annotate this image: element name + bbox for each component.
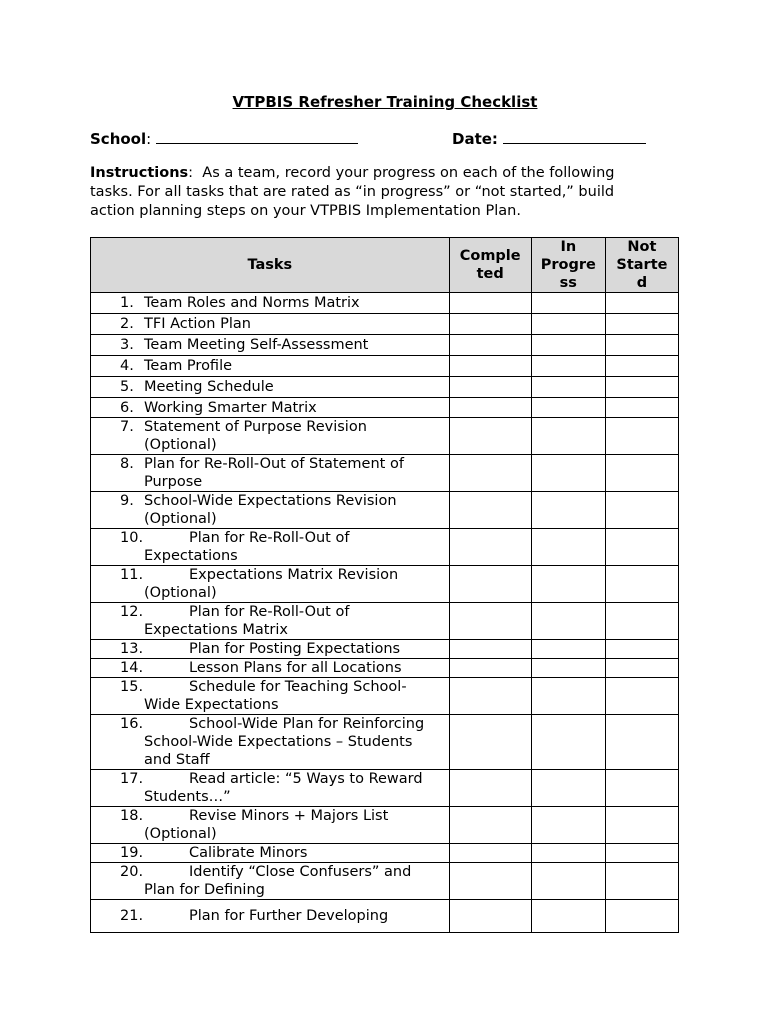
not-started-checkbox-cell[interactable] — [605, 335, 678, 356]
task-number: 1. — [120, 295, 134, 311]
table-row — [91, 603, 679, 640]
in-progress-checkbox-cell[interactable] — [531, 566, 605, 603]
completed-checkbox-cell[interactable] — [449, 770, 531, 807]
instructions: Instructions: As a team, record your progress on each of the following tasks. For all tasks that are rated as “in progress” or “not started,” build action planning steps on your VTPBIS Implementation Plan. — [90, 165, 615, 219]
task-label: Plan for Re-Roll-Out of — [189, 604, 350, 620]
task-label: Schedule for Teaching School- — [189, 679, 407, 695]
task-cell — [91, 529, 450, 566]
task-cell — [91, 314, 450, 335]
task-label: Plan for Further Developing — [189, 908, 389, 924]
table-row — [91, 356, 679, 377]
completed-checkbox-cell[interactable] — [449, 356, 531, 377]
task-label: TFI Action Plan — [144, 316, 251, 332]
completed-checkbox-cell[interactable] — [449, 566, 531, 603]
task-label: Read article: “5 Ways to Reward — [189, 771, 423, 787]
task-number: 13. — [120, 641, 144, 657]
task-label: School-Wide Plan for Reinforcing — [189, 716, 425, 732]
task-label-cont: Students…” — [144, 789, 231, 805]
task-number: 19. — [120, 845, 144, 861]
task-label: Lesson Plans for all Locations — [189, 660, 402, 676]
not-started-checkbox-cell[interactable] — [605, 603, 678, 640]
task-number: 2. — [120, 316, 134, 332]
task-number: 11. — [120, 567, 144, 583]
date-blank[interactable] — [503, 129, 646, 144]
instructions-text: As a team, record your progress on each of the following tasks. For all tasks that are rated as “in progress” or “not started,” build action planning steps on your VTPBIS Implementation Plan. — [90, 165, 615, 219]
task-label-cont: (Optional) — [144, 585, 217, 601]
in-progress-checkbox-cell[interactable] — [531, 900, 605, 933]
task-label: Plan for Re-Roll-Out of — [189, 530, 350, 546]
task-label-cont: (Optional) — [144, 511, 217, 527]
task-number: 18. — [120, 808, 144, 824]
task-number: 10. — [120, 530, 144, 546]
table-row — [91, 678, 679, 715]
completed-checkbox-cell[interactable] — [449, 335, 531, 356]
completed-checkbox-cell[interactable] — [449, 678, 531, 715]
task-number: 15. — [120, 679, 144, 695]
task-cell — [91, 678, 450, 715]
in-progress-checkbox-cell[interactable] — [531, 807, 605, 844]
task-label-cont: (Optional) — [144, 826, 217, 842]
in-progress-checkbox-cell[interactable] — [531, 715, 605, 770]
in-progress-checkbox-cell[interactable] — [531, 356, 605, 377]
task-number: 5. — [120, 379, 134, 395]
in-progress-checkbox-cell[interactable] — [531, 418, 605, 455]
table-row — [91, 715, 679, 770]
table-row — [91, 900, 679, 933]
task-label-cont: Purpose — [144, 474, 203, 490]
not-started-checkbox-cell[interactable] — [605, 640, 678, 659]
task-number: 6. — [120, 399, 134, 416]
task-label: Working Smarter Matrix — [144, 399, 317, 416]
in-progress-checkbox-cell[interactable] — [531, 398, 605, 418]
in-progress-checkbox-cell[interactable] — [531, 863, 605, 900]
task-label-cont: Expectations — [144, 548, 238, 564]
task-label-cont: (Optional) — [144, 437, 217, 453]
table-row — [91, 770, 679, 807]
completed-checkbox-cell[interactable] — [449, 900, 531, 933]
task-number: 20. — [120, 864, 144, 880]
task-number: 21. — [120, 908, 144, 924]
school-field: School: — [90, 129, 358, 148]
table-row — [91, 455, 679, 492]
task-label-cont: School-Wide Expectations – Students — [144, 734, 413, 750]
not-started-checkbox-cell[interactable] — [605, 356, 678, 377]
table-row — [91, 377, 679, 398]
in-progress-checkbox-cell[interactable] — [531, 529, 605, 566]
completed-checkbox-cell[interactable] — [449, 418, 531, 455]
task-number: 14. — [120, 660, 144, 676]
task-cell — [91, 398, 450, 418]
table-row — [91, 659, 679, 678]
task-number: 12. — [120, 604, 144, 620]
in-progress-checkbox-cell[interactable] — [531, 603, 605, 640]
table-row — [91, 293, 679, 314]
task-cell — [91, 356, 450, 377]
completed-checkbox-cell[interactable] — [449, 455, 531, 492]
task-cell — [91, 900, 450, 933]
in-progress-checkbox-cell[interactable] — [531, 455, 605, 492]
in-progress-checkbox-cell[interactable] — [531, 377, 605, 398]
completed-checkbox-cell[interactable] — [449, 807, 531, 844]
not-started-checkbox-cell[interactable] — [605, 529, 678, 566]
table-row — [91, 863, 679, 900]
completed-checkbox-cell[interactable] — [449, 293, 531, 314]
task-number: 17. — [120, 771, 144, 787]
in-progress-checkbox-cell[interactable] — [531, 770, 605, 807]
not-started-checkbox-cell[interactable] — [605, 492, 678, 529]
task-label: Plan for Posting Expectations — [189, 641, 401, 657]
not-started-checkbox-cell[interactable] — [605, 418, 678, 455]
task-label-cont: Wide Expectations — [144, 697, 279, 713]
not-started-checkbox-cell[interactable] — [605, 844, 678, 863]
task-label-cont: and Staff — [144, 752, 210, 768]
not-started-checkbox-cell[interactable] — [605, 455, 678, 492]
task-cell — [91, 715, 450, 770]
table-row — [91, 335, 679, 356]
completed-checkbox-cell[interactable] — [449, 529, 531, 566]
school-blank[interactable] — [156, 129, 358, 144]
not-started-checkbox-cell[interactable] — [605, 293, 678, 314]
table-row — [91, 844, 679, 863]
task-cell — [91, 492, 450, 529]
instructions-label: Instructions — [90, 165, 189, 181]
task-number: 3. — [120, 337, 134, 353]
completed-checkbox-cell[interactable] — [449, 844, 531, 863]
completed-checkbox-cell[interactable] — [449, 492, 531, 529]
task-cell — [91, 863, 450, 900]
in-progress-checkbox-cell[interactable] — [531, 314, 605, 335]
not-started-checkbox-cell[interactable] — [605, 715, 678, 770]
task-cell — [91, 603, 450, 640]
completed-checkbox-cell[interactable] — [449, 398, 531, 418]
not-started-checkbox-cell[interactable] — [605, 807, 678, 844]
completed-checkbox-cell[interactable] — [449, 603, 531, 640]
task-number: 4. — [120, 358, 134, 374]
table-row — [91, 314, 679, 335]
task-label: Team Roles and Norms Matrix — [144, 295, 360, 311]
completed-checkbox-cell[interactable] — [449, 863, 531, 900]
not-started-checkbox-cell[interactable] — [605, 377, 678, 398]
task-label-cont: Plan for Defining — [144, 882, 265, 898]
task-number: 16. — [120, 716, 144, 732]
table-row — [91, 492, 679, 529]
task-cell — [91, 640, 450, 659]
page-title: VTPBIS Refresher Training Checklist — [232, 93, 538, 111]
task-label-cont: Expectations Matrix — [144, 622, 289, 638]
table-row — [91, 566, 679, 603]
task-cell — [91, 659, 450, 678]
task-label: Revise Minors + Majors List — [189, 808, 389, 824]
task-cell — [91, 844, 450, 863]
task-cell — [91, 418, 450, 455]
task-cell — [91, 566, 450, 603]
task-label: Expectations Matrix Revision — [189, 567, 399, 583]
in-progress-checkbox-cell[interactable] — [531, 492, 605, 529]
in-progress-checkbox-cell[interactable] — [531, 844, 605, 863]
task-number: 7. — [120, 419, 134, 435]
table-row — [91, 640, 679, 659]
not-started-checkbox-cell[interactable] — [605, 314, 678, 335]
completed-checkbox-cell[interactable] — [449, 640, 531, 659]
header-tasks: Tasks — [91, 238, 450, 293]
task-label: Calibrate Minors — [189, 845, 308, 861]
not-started-checkbox-cell[interactable] — [605, 398, 678, 418]
completed-checkbox-cell[interactable] — [449, 377, 531, 398]
not-started-checkbox-cell[interactable] — [605, 863, 678, 900]
table-row — [91, 529, 679, 566]
school-label: School — [90, 130, 147, 148]
not-started-checkbox-cell[interactable] — [605, 566, 678, 603]
task-label: Meeting Schedule — [144, 379, 274, 395]
table-row — [91, 418, 679, 455]
task-number: 9. — [120, 493, 134, 509]
task-cell — [91, 807, 450, 844]
task-number: 8. — [120, 456, 134, 472]
table-row — [91, 398, 679, 418]
task-cell — [91, 377, 450, 398]
checklist-table — [90, 237, 679, 933]
task-label: Team Profile — [144, 358, 233, 374]
task-label: Identify “Close Confusers” and — [189, 864, 412, 880]
task-label: Plan for Re-Roll-Out of Statement of — [144, 456, 404, 472]
date-label: Date: — [452, 130, 498, 148]
table-row — [91, 807, 679, 844]
task-cell — [91, 335, 450, 356]
task-cell — [91, 455, 450, 492]
task-cell — [91, 770, 450, 807]
not-started-checkbox-cell[interactable] — [605, 678, 678, 715]
task-label: School-Wide Expectations Revision — [144, 493, 397, 509]
not-started-checkbox-cell[interactable] — [605, 770, 678, 807]
in-progress-checkbox-cell[interactable] — [531, 678, 605, 715]
header-in-progress: In Progre ss — [531, 238, 605, 293]
completed-checkbox-cell[interactable] — [449, 659, 531, 678]
task-cell — [91, 293, 450, 314]
completed-checkbox-cell[interactable] — [449, 314, 531, 335]
date-field — [452, 129, 646, 148]
task-label: Team Meeting Self-Assessment — [144, 337, 369, 353]
in-progress-checkbox-cell[interactable] — [531, 659, 605, 678]
in-progress-checkbox-cell[interactable] — [531, 640, 605, 659]
task-label: Statement of Purpose Revision — [144, 419, 367, 435]
header-not-started: Not Starte d — [605, 238, 678, 293]
in-progress-checkbox-cell[interactable] — [531, 293, 605, 314]
not-started-checkbox-cell[interactable] — [605, 659, 678, 678]
not-started-checkbox-cell[interactable] — [605, 900, 678, 933]
header-completed: Comple ted — [449, 238, 531, 293]
completed-checkbox-cell[interactable] — [449, 715, 531, 770]
in-progress-checkbox-cell[interactable] — [531, 335, 605, 356]
